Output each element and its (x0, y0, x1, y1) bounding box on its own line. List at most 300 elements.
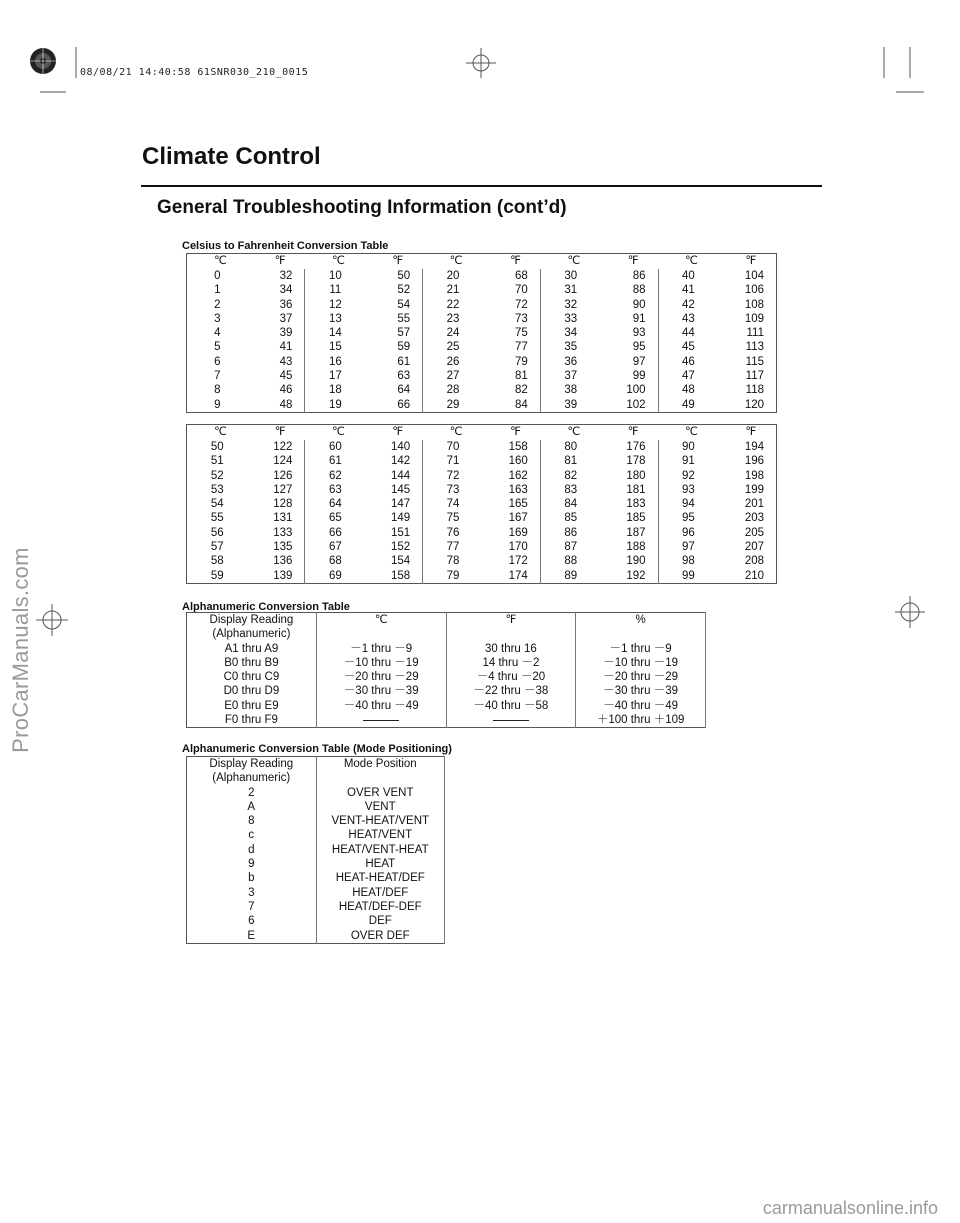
fahrenheit-cell: 144 (365, 469, 422, 483)
celsius-cell: 87 (564, 541, 578, 554)
header-celsius: ℃ (567, 426, 581, 439)
table-cell: －10 thru －19 (316, 656, 446, 670)
celsius-cell: 53 (210, 483, 224, 496)
fahrenheit-cell: 50 (365, 269, 422, 283)
celsius-cell: 36 (564, 355, 578, 368)
fahrenheit-cell: 34 (248, 283, 305, 297)
header-display-reading: Display Reading (Alphanumeric) (187, 757, 317, 786)
header-celsius: ℃ (331, 426, 345, 439)
fahrenheit-cell: 88 (601, 283, 658, 297)
alnum-table-caption: Alphanumeric Conversion Table (182, 601, 350, 613)
table-cell: －20 thru －29 (316, 670, 446, 684)
celsius-cell: 44 (682, 327, 695, 340)
table-row (187, 886, 445, 900)
celsius-cell: 6 (214, 355, 221, 368)
alnum-table (186, 612, 706, 728)
empty-dash (493, 720, 529, 721)
celsius-cell: 8 (214, 384, 221, 397)
table-cell: VENT-HEAT/VENT (316, 814, 444, 828)
fahrenheit-cell: 127 (248, 483, 305, 497)
fahrenheit-cell: 93 (601, 326, 658, 340)
celsius-cell: 12 (328, 298, 342, 311)
celsius-cell: 72 (446, 469, 460, 482)
header-fahrenheit: ℉ (274, 255, 286, 268)
celsius-cell: 10 (328, 270, 342, 282)
table-cell: VENT (316, 800, 444, 814)
fahrenheit-cell: 46 (248, 383, 305, 397)
header-celsius: ℃ (214, 426, 227, 439)
table-cell (446, 713, 576, 728)
celsius-cell: 89 (564, 569, 578, 582)
fahrenheit-cell: 180 (601, 469, 658, 483)
table-row (187, 713, 706, 728)
header-percent: % (576, 613, 706, 642)
celsius-cell: 13 (328, 312, 342, 325)
conversion-table-body (187, 440, 777, 583)
celsius-cell: 47 (682, 370, 695, 383)
celsius-cell: 7 (214, 370, 221, 383)
fahrenheit-cell: 131 (248, 511, 305, 525)
fahrenheit-cell: 128 (248, 497, 305, 511)
celsius-cell: 33 (564, 312, 578, 325)
fahrenheit-cell: 52 (365, 283, 422, 297)
fahrenheit-cell: 32 (248, 269, 305, 283)
conversion-table-header (187, 254, 777, 270)
fahrenheit-cell: 178 (601, 454, 658, 468)
table-row (187, 656, 706, 670)
celsius-cell: 79 (446, 569, 460, 582)
table-cell: －30 thru －39 (576, 684, 706, 698)
table-row (187, 786, 445, 800)
table-row (187, 699, 706, 713)
fahrenheit-cell: 133 (248, 526, 305, 540)
header-fahrenheit: ℉ (446, 613, 576, 642)
table-row (187, 312, 777, 326)
table-row (187, 843, 445, 857)
table-row (187, 554, 777, 568)
celsius-cell: 63 (328, 483, 342, 496)
fahrenheit-cell: 36 (248, 298, 305, 312)
table-row (187, 326, 777, 340)
table-cell: b (187, 871, 317, 885)
celsius-cell: 69 (328, 569, 342, 582)
fahrenheit-cell: 111 (746, 327, 764, 340)
header-celsius: ℃ (331, 255, 345, 268)
fahrenheit-cell: 172 (483, 554, 540, 568)
table-row (187, 298, 777, 312)
celsius-cell: 54 (210, 498, 224, 511)
table-row (187, 540, 777, 554)
celsius-cell: 86 (564, 526, 578, 539)
table-row (187, 684, 706, 698)
fahrenheit-cell: 185 (601, 511, 658, 525)
celsius-cell: 67 (328, 541, 342, 554)
fahrenheit-cell: 104 (744, 270, 764, 282)
table-cell (316, 713, 446, 728)
table-cell: OVER VENT (316, 786, 444, 800)
table-row (187, 383, 777, 397)
fahrenheit-cell: 194 (744, 441, 764, 453)
celsius-cell: 84 (564, 498, 578, 511)
print-stamp: 08/08/21 14:40:58 61SNR030_210_0015 (80, 67, 309, 78)
fahrenheit-cell: 135 (248, 540, 305, 554)
celsius-cell: 58 (210, 555, 224, 568)
celsius-cell: 82 (564, 469, 578, 482)
header-fahrenheit: ℉ (745, 255, 757, 268)
fahrenheit-cell: 167 (483, 511, 540, 525)
table-row (187, 483, 777, 497)
fahrenheit-cell: 176 (601, 440, 658, 454)
celsius-cell: 56 (210, 526, 224, 539)
table-row (187, 814, 445, 828)
celsius-cell: 22 (446, 298, 460, 311)
table-cell: 9 (187, 857, 317, 871)
celsius-cell: 61 (328, 455, 342, 468)
table-cell: －30 thru －39 (316, 684, 446, 698)
celsius-cell: 29 (446, 398, 460, 411)
header-fahrenheit: ℉ (509, 426, 521, 439)
celsius-cell: 30 (564, 270, 578, 282)
fahrenheit-cell: 115 (745, 355, 764, 368)
table-row (187, 642, 706, 656)
fahrenheit-cell: 120 (744, 398, 764, 411)
header-celsius: ℃ (316, 613, 446, 642)
fahrenheit-cell: 117 (745, 370, 764, 383)
celsius-cell: 24 (446, 327, 460, 340)
fahrenheit-cell: 188 (601, 540, 658, 554)
celsius-cell: 71 (446, 455, 460, 468)
celsius-cell: 64 (328, 498, 342, 511)
celsius-cell: 25 (446, 341, 460, 354)
table-row (187, 526, 777, 540)
celsius-cell: 49 (682, 398, 695, 411)
fahrenheit-cell: 190 (601, 554, 658, 568)
mode-table-caption: Alphanumeric Conversion Table (Mode Positioning) (182, 743, 452, 755)
fahrenheit-cell: 72 (483, 298, 540, 312)
fahrenheit-cell: 174 (483, 569, 540, 584)
fahrenheit-cell: 124 (248, 454, 305, 468)
fahrenheit-cell: 54 (365, 298, 422, 312)
fahrenheit-cell: 208 (744, 555, 764, 568)
fahrenheit-cell: 207 (744, 541, 764, 554)
fahrenheit-cell: 140 (365, 440, 422, 454)
header-display-reading: Display Reading (Alphanumeric) (187, 613, 317, 642)
celsius-cell: 16 (328, 355, 342, 368)
footer-watermark: carmanualsonline.info (762, 1198, 938, 1218)
fahrenheit-cell: 158 (365, 569, 422, 584)
side-watermark-text: ProCarManuals.com (8, 547, 33, 753)
table-row (187, 454, 777, 468)
table-cell: －22 thru －38 (446, 684, 576, 698)
celsius-cell: 92 (682, 469, 695, 482)
fahrenheit-cell: 79 (483, 355, 540, 369)
fahrenheit-cell: 163 (483, 483, 540, 497)
fahrenheit-cell: 82 (483, 383, 540, 397)
celsius-cell: 57 (210, 541, 224, 554)
table-cell: ＋100 thru ＋109 (576, 713, 706, 728)
table-row (187, 355, 777, 369)
header-celsius: ℃ (449, 255, 463, 268)
table-cell: －40 thru －58 (446, 699, 576, 713)
fahrenheit-cell: 70 (483, 283, 540, 297)
fahrenheit-cell: 41 (248, 340, 305, 354)
celsius-cell: 3 (214, 312, 221, 325)
table-cell: －1 thru －9 (576, 642, 706, 656)
header-fahrenheit: ℉ (627, 255, 639, 268)
table-row (187, 469, 777, 483)
celsius-cell: 31 (564, 284, 578, 297)
celsius-cell: 19 (328, 398, 342, 411)
fahrenheit-cell: 61 (365, 355, 422, 369)
table-cell: －40 thru －49 (316, 699, 446, 713)
celsius-cell: 32 (564, 298, 578, 311)
fahrenheit-cell: 100 (601, 383, 658, 397)
fahrenheit-cell: 203 (744, 512, 764, 525)
table-cell: A (187, 800, 317, 814)
header-mode-position: Mode Position (316, 757, 444, 786)
table-cell: 8 (187, 814, 317, 828)
celsius-cell: 66 (328, 526, 342, 539)
celsius-cell: 34 (564, 327, 578, 340)
celsius-cell: 73 (446, 483, 460, 496)
fahrenheit-cell: 142 (365, 454, 422, 468)
celsius-cell: 52 (210, 469, 224, 482)
fahrenheit-cell: 199 (744, 483, 764, 496)
table-cell: HEAT (316, 857, 444, 871)
table-row (187, 569, 777, 584)
fahrenheit-cell: 196 (744, 455, 764, 468)
celsius-cell: 48 (682, 384, 695, 397)
table-row (187, 828, 445, 842)
table-row (187, 340, 777, 354)
celsius-cell: 68 (328, 555, 342, 568)
table-cell: －40 thru －49 (576, 699, 706, 713)
page-title: Climate Control (142, 143, 321, 170)
table-cell: 6 (187, 914, 317, 928)
fahrenheit-cell: 102 (601, 398, 658, 413)
fahrenheit-cell: 192 (601, 569, 658, 584)
header-fahrenheit: ℉ (274, 426, 286, 439)
table-cell: B0 thru B9 (187, 656, 317, 670)
table-cell: A1 thru A9 (187, 642, 317, 656)
celsius-cell: 20 (446, 270, 460, 282)
table-cell: F0 thru F9 (187, 713, 317, 728)
fahrenheit-cell: 99 (601, 369, 658, 383)
table-cell: HEAT/VENT-HEAT (316, 843, 444, 857)
registration-target-icon (28, 46, 58, 76)
fahrenheit-cell: 77 (483, 340, 540, 354)
table-cell: 7 (187, 900, 317, 914)
fahrenheit-cell: 66 (365, 398, 422, 413)
side-watermark (6, 300, 36, 1000)
table-row (187, 497, 777, 511)
header-fahrenheit: ℉ (627, 426, 639, 439)
table-cell: 2 (187, 786, 317, 800)
celsius-cell: 17 (328, 370, 342, 383)
celsius-cell: 28 (446, 384, 460, 397)
fahrenheit-cell: 95 (601, 340, 658, 354)
fahrenheit-cell: 122 (248, 440, 305, 454)
celsius-cell: 77 (446, 541, 460, 554)
fahrenheit-cell: 84 (483, 398, 540, 413)
alnum-table-header (187, 613, 706, 642)
conversion-table-header (187, 425, 777, 441)
table-cell: d (187, 843, 317, 857)
fahrenheit-cell: 158 (483, 440, 540, 454)
fahrenheit-cell: 136 (248, 554, 305, 568)
conversion-table-caption: Celsius to Fahrenheit Conversion Table (182, 240, 389, 252)
fahrenheit-cell: 118 (745, 384, 764, 397)
table-cell: D0 thru D9 (187, 684, 317, 698)
celsius-cell: 97 (682, 541, 695, 554)
fahrenheit-cell: 151 (365, 526, 422, 540)
celsius-cell: 9 (214, 398, 221, 411)
fahrenheit-cell: 91 (601, 312, 658, 326)
celsius-cell: 76 (446, 526, 460, 539)
celsius-cell: 5 (214, 341, 221, 354)
fahrenheit-cell: 81 (483, 369, 540, 383)
fahrenheit-cell: 90 (601, 298, 658, 312)
table-cell: c (187, 828, 317, 842)
table-row (187, 283, 777, 297)
celsius-cell: 37 (564, 370, 578, 383)
celsius-cell: 50 (210, 441, 224, 453)
celsius-cell: 74 (446, 498, 460, 511)
celsius-cell: 39 (564, 398, 578, 411)
celsius-cell: 21 (446, 284, 460, 297)
celsius-cell: 96 (682, 526, 695, 539)
fahrenheit-cell: 97 (601, 355, 658, 369)
header-celsius: ℃ (685, 255, 698, 268)
celsius-cell: 80 (564, 441, 578, 453)
conversion-table-block-1 (186, 253, 777, 413)
celsius-cell: 0 (214, 270, 221, 282)
celsius-cell: 98 (682, 555, 695, 568)
celsius-cell: 65 (328, 512, 342, 525)
fahrenheit-cell: 181 (601, 483, 658, 497)
header-celsius: ℃ (449, 426, 463, 439)
celsius-cell: 70 (446, 441, 460, 453)
fahrenheit-cell: 75 (483, 326, 540, 340)
table-row (187, 269, 777, 283)
alnum-table-body (187, 642, 706, 728)
celsius-cell: 51 (210, 455, 224, 468)
fahrenheit-cell: 108 (744, 298, 764, 311)
table-cell: HEAT-HEAT/DEF (316, 871, 444, 885)
celsius-cell: 11 (329, 284, 342, 297)
fahrenheit-cell: 68 (483, 269, 540, 283)
celsius-cell: 55 (210, 512, 224, 525)
celsius-cell: 43 (682, 312, 695, 325)
celsius-cell: 88 (564, 555, 578, 568)
fahrenheit-cell: 154 (365, 554, 422, 568)
table-row (187, 900, 445, 914)
celsius-cell: 85 (564, 512, 578, 525)
fahrenheit-cell: 113 (745, 341, 764, 354)
fahrenheit-cell: 147 (365, 497, 422, 511)
celsius-cell: 4 (214, 327, 221, 340)
table-cell: －1 thru －9 (316, 642, 446, 656)
conversion-table-block-2 (186, 424, 777, 584)
section-title: General Troubleshooting Information (cont’d) (157, 197, 567, 218)
table-row (187, 511, 777, 525)
celsius-cell: 95 (682, 512, 695, 525)
table-row (187, 440, 777, 454)
table-cell: DEF (316, 914, 444, 928)
fahrenheit-cell: 57 (365, 326, 422, 340)
table-cell: E0 thru E9 (187, 699, 317, 713)
fahrenheit-cell: 55 (365, 312, 422, 326)
table-row (187, 670, 706, 684)
fahrenheit-cell: 139 (248, 569, 305, 584)
header-celsius: ℃ (567, 255, 581, 268)
table-cell: C0 thru C9 (187, 670, 317, 684)
celsius-cell: 45 (682, 341, 695, 354)
mode-table (186, 756, 445, 944)
celsius-cell: 75 (446, 512, 460, 525)
fahrenheit-cell: 145 (365, 483, 422, 497)
fahrenheit-cell: 198 (744, 469, 764, 482)
fahrenheit-cell: 106 (744, 284, 764, 297)
celsius-cell: 91 (682, 455, 695, 468)
celsius-cell: 35 (564, 341, 578, 354)
header-fahrenheit: ℉ (392, 426, 404, 439)
fahrenheit-cell: 63 (365, 369, 422, 383)
celsius-cell: 15 (328, 341, 342, 354)
celsius-cell: 90 (682, 441, 695, 453)
celsius-cell: 27 (446, 370, 460, 383)
table-cell: HEAT/DEF (316, 886, 444, 900)
fahrenheit-cell: 205 (744, 526, 764, 539)
celsius-cell: 46 (682, 355, 695, 368)
header-fahrenheit: ℉ (745, 426, 757, 439)
celsius-cell: 14 (328, 327, 342, 340)
table-row (187, 914, 445, 928)
celsius-cell: 40 (682, 270, 695, 282)
fahrenheit-cell: 39 (248, 326, 305, 340)
table-row (187, 857, 445, 871)
fahrenheit-cell: 201 (744, 498, 764, 511)
fahrenheit-cell: 48 (248, 398, 305, 413)
celsius-cell: 60 (328, 441, 342, 453)
celsius-cell: 2 (214, 298, 221, 311)
fahrenheit-cell: 37 (248, 312, 305, 326)
table-cell: E (187, 929, 317, 944)
fahrenheit-cell: 45 (248, 369, 305, 383)
celsius-cell: 18 (328, 384, 342, 397)
table-cell: HEAT/VENT (316, 828, 444, 842)
celsius-cell: 83 (564, 483, 578, 496)
table-row (187, 398, 777, 413)
fahrenheit-cell: 73 (483, 312, 540, 326)
table-cell: 14 thru －2 (446, 656, 576, 670)
celsius-cell: 78 (446, 555, 460, 568)
header-celsius: ℃ (214, 255, 227, 268)
fahrenheit-cell: 64 (365, 383, 422, 397)
fahrenheit-cell: 210 (744, 569, 764, 582)
celsius-cell: 81 (564, 455, 578, 468)
celsius-cell: 42 (682, 298, 695, 311)
celsius-cell: 23 (446, 312, 460, 325)
table-row (187, 369, 777, 383)
title-rule (141, 185, 822, 187)
conversion-table-body (187, 269, 777, 412)
fahrenheit-cell: 43 (248, 355, 305, 369)
fahrenheit-cell: 169 (483, 526, 540, 540)
header-celsius: ℃ (685, 426, 698, 439)
celsius-cell: 38 (564, 384, 578, 397)
fahrenheit-cell: 109 (744, 312, 764, 325)
